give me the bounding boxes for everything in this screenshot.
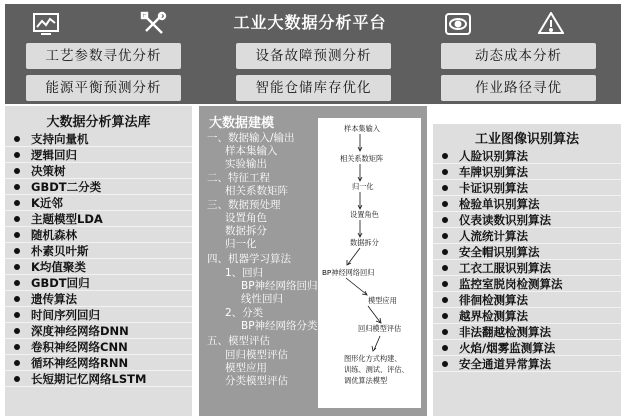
list-item: 仪表读数识别算法 <box>433 212 621 228</box>
bullet-icon <box>442 233 448 239</box>
list-item: 人流统计算法 <box>433 228 621 244</box>
list-item: 徘徊检测算法 <box>433 292 621 308</box>
flow-node: 相关系数矩阵 <box>340 154 384 163</box>
list-item: 逻辑回归 <box>5 147 192 163</box>
list-item: 检验单识别算法 <box>433 196 621 212</box>
flow-node: 归一化 <box>352 182 374 191</box>
bullet-icon <box>14 136 20 142</box>
list-item: 安全通道异常算法 <box>433 356 621 372</box>
list-item: 人脸识别算法 <box>433 148 621 164</box>
algorithm-library-panel <box>5 106 192 416</box>
image-algorithm-panel <box>433 124 621 416</box>
step-feature: 二、特征工程 <box>207 172 270 184</box>
bullet-icon <box>442 345 448 351</box>
step-item: 线性回归 <box>241 293 283 305</box>
flow-node: 模型应用 <box>368 296 397 305</box>
bullet-icon <box>442 313 448 319</box>
modeling-title: 大数据建模 <box>209 116 275 131</box>
step-item: 设置角色 <box>225 212 267 224</box>
bullet-icon <box>14 232 20 238</box>
bullet-icon <box>14 328 20 334</box>
flow-note: 图形化方式构建、 <box>344 354 402 363</box>
step-preprocess: 三、数据预处理 <box>207 199 281 211</box>
tools-icon <box>140 11 168 37</box>
bullet-icon <box>442 361 448 367</box>
step-eval: 五、模型评估 <box>207 335 270 347</box>
list-item: K近邻 <box>5 195 192 211</box>
step-item: 回归模型评估 <box>225 349 288 361</box>
list-item: 安全帽识别算法 <box>433 244 621 260</box>
step-item: 相关系数矩阵 <box>225 185 288 197</box>
step-item: 模型应用 <box>225 362 267 374</box>
step-item: 分类模型评估 <box>225 375 288 387</box>
bullet-icon <box>14 280 20 286</box>
list-item: 随机森林 <box>5 227 192 243</box>
list-item: 遗传算法 <box>5 291 192 307</box>
bullet-icon <box>442 169 448 175</box>
step-item: 1、回归 <box>225 267 264 279</box>
bullet-icon <box>442 217 448 223</box>
list-item: GBDT回归 <box>5 275 192 291</box>
list-item: K均值聚类 <box>5 259 192 275</box>
btn-dynamic-cost[interactable]: 动态成本分析 <box>441 43 596 69</box>
list-item: 主题模型LDA <box>5 211 192 227</box>
btn-route-opt[interactable]: 作业路径寻优 <box>441 75 596 101</box>
list-item: 越界检测算法 <box>433 308 621 324</box>
bullet-icon <box>442 329 448 335</box>
warning-icon <box>538 12 564 34</box>
bullet-icon <box>14 344 20 350</box>
flow-node: 样本集输入 <box>344 124 380 133</box>
bullet-icon <box>442 265 448 271</box>
btn-warehouse-opt[interactable]: 智能仓储库存优化 <box>236 75 391 101</box>
bullet-icon <box>14 376 20 382</box>
step-ml: 四、机器学习算法 <box>207 253 291 265</box>
list-item: 决策树 <box>5 163 192 179</box>
flow-note: 训练、测试、评估、 <box>344 365 409 374</box>
step-item: 样本集输入 <box>225 145 278 157</box>
list-item: 支持向量机 <box>5 131 192 147</box>
algorithm-list <box>5 131 192 387</box>
list-item: 监控室脱岗检测算法 <box>433 276 621 292</box>
list-item: 工衣工服识别算法 <box>433 260 621 276</box>
bullet-icon <box>14 184 20 190</box>
step-io: 一、数据输入/输出 <box>207 132 295 144</box>
step-item: 2、分类 <box>225 307 264 319</box>
btn-fault-predict[interactable]: 设备故障预测分析 <box>236 43 391 69</box>
list-item: 朴素贝叶斯 <box>5 243 192 259</box>
bullet-icon <box>14 216 20 222</box>
bullet-icon <box>14 152 20 158</box>
flow-node: 设置角色 <box>350 210 379 219</box>
flow-node: 回归模型评估 <box>358 324 402 333</box>
step-item: BP神经网络回归 <box>241 280 318 292</box>
list-item: 深度神经网络DNN <box>5 323 192 339</box>
image-algorithm-list <box>433 148 621 372</box>
bullet-icon <box>442 297 448 303</box>
btn-energy-balance[interactable]: 能源平衡预测分析 <box>26 75 181 101</box>
bullet-icon <box>14 168 20 174</box>
btn-process-param[interactable]: 工艺参数寻优分析 <box>26 43 181 69</box>
list-item: 长短期记忆网络LSTM <box>5 371 192 387</box>
page-title: 工业大数据分析平台 <box>233 13 387 32</box>
list-item: GBDT二分类 <box>5 179 192 195</box>
bullet-icon <box>442 153 448 159</box>
list-item: 火焰/烟雾监测算法 <box>433 340 621 356</box>
bullet-icon <box>14 200 20 206</box>
image-algorithm-heading: 工业图像识别算法 <box>474 132 579 147</box>
bullet-icon <box>442 249 448 255</box>
bullet-icon <box>14 360 20 366</box>
list-item: 卡证识别算法 <box>433 180 621 196</box>
bullet-icon <box>14 312 20 318</box>
bullet-icon <box>442 281 448 287</box>
list-item: 非法翻越检测算法 <box>433 324 621 340</box>
algorithm-library-heading: 大数据分析算法库 <box>46 115 151 130</box>
step-item: 归一化 <box>225 238 257 250</box>
bullet-icon <box>442 201 448 207</box>
bullet-icon <box>14 296 20 302</box>
step-item: 数据拆分 <box>225 225 267 237</box>
flow-node: 数据拆分 <box>350 238 379 247</box>
bullet-icon <box>442 185 448 191</box>
list-item: 循环神经网络RNN <box>5 355 192 371</box>
flow-node: BP神经网络回归 <box>322 268 375 277</box>
eye-icon <box>445 13 471 35</box>
bullet-icon <box>14 248 20 254</box>
line-chart-icon <box>33 13 59 35</box>
flow-note: 调优算法模型 <box>344 376 388 385</box>
step-item: BP神经网络分类 <box>241 320 318 332</box>
bullet-icon <box>14 264 20 270</box>
list-item: 时间序列回归 <box>5 307 192 323</box>
list-item: 卷积神经网络CNN <box>5 339 192 355</box>
list-item: 车牌识别算法 <box>433 164 621 180</box>
step-item: 实验输出 <box>225 158 267 170</box>
